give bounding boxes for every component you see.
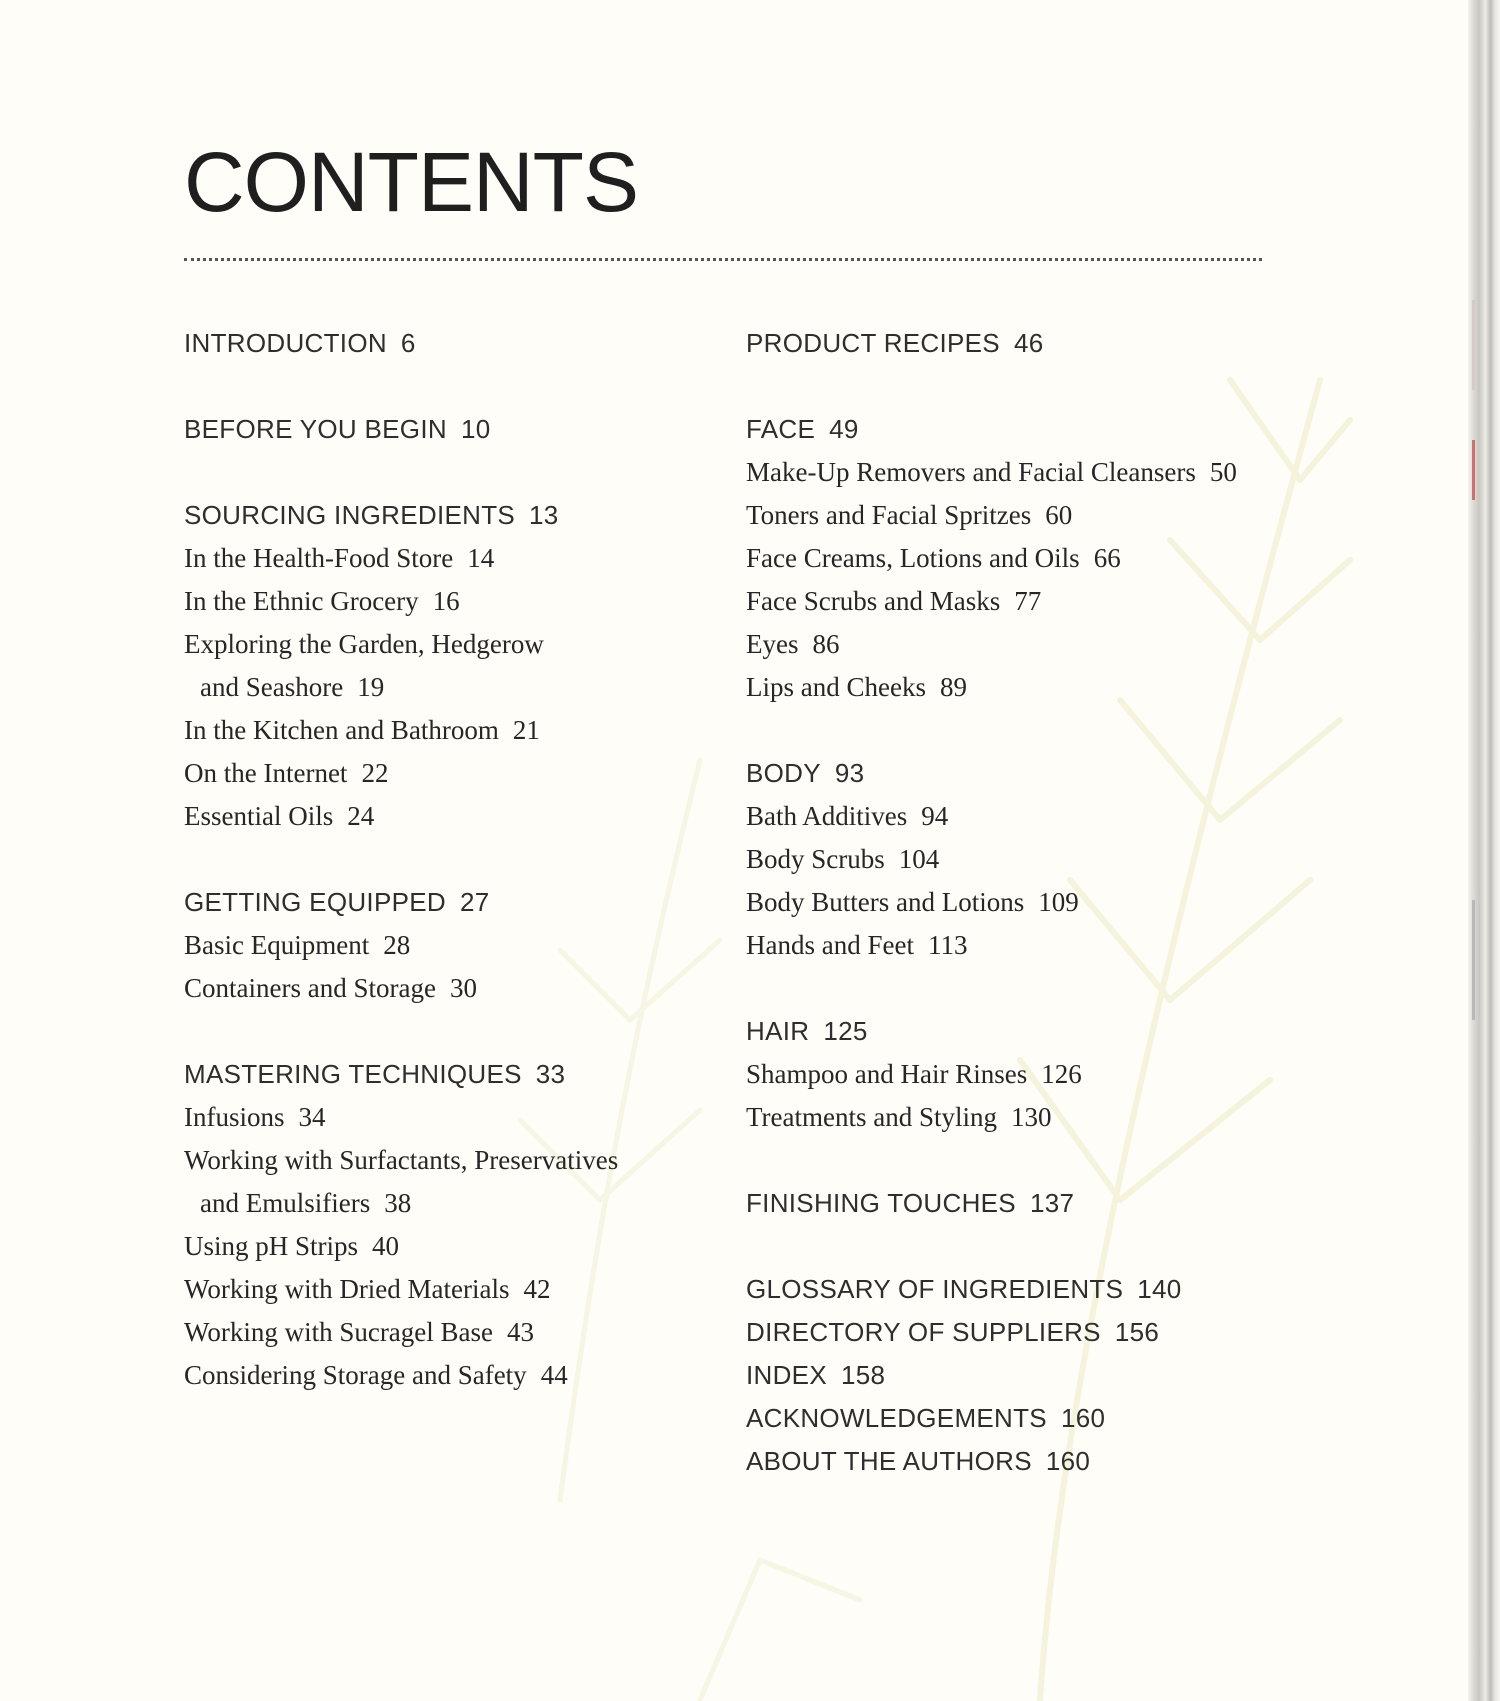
toc-heading: PRODUCT RECIPES 46: [746, 328, 1044, 358]
toc-entry: Lips and Cheeks 89: [746, 672, 967, 702]
toc-section: [746, 1010, 1306, 1139]
toc-heading: INTRODUCTION 6: [184, 328, 416, 358]
toc-entry: On the Internet 22: [184, 758, 389, 788]
toc-section: [184, 1053, 704, 1397]
toc-entry: Shampoo and Hair Rinses 126: [746, 1059, 1082, 1089]
toc-heading: GETTING EQUIPPED 27: [184, 887, 490, 917]
toc-back-matter: [746, 1268, 1306, 1483]
toc-entry: Hands and Feet 113: [746, 930, 968, 960]
toc-heading: HAIR 125: [746, 1016, 868, 1046]
toc-section: [746, 752, 1306, 967]
toc-section: [184, 408, 704, 451]
toc-entry: Body Scrubs 104: [746, 844, 940, 874]
toc-entry: In the Ethnic Grocery 16: [184, 586, 460, 616]
toc-section: [746, 322, 1306, 365]
toc-heading: GLOSSARY OF INGREDIENTS 140: [746, 1274, 1182, 1304]
toc-entry: Considering Storage and Safety 44: [184, 1360, 568, 1390]
toc-entry: Working with Sucragel Base 43: [184, 1317, 535, 1347]
toc-heading: SOURCING INGREDIENTS 13: [184, 500, 559, 530]
edge-mark: [1472, 440, 1475, 500]
toc-entry: Infusions 34: [184, 1102, 326, 1132]
toc-heading: INDEX 158: [746, 1360, 886, 1390]
toc-heading: DIRECTORY OF SUPPLIERS 156: [746, 1317, 1160, 1347]
toc-entry: Toners and Facial Spritzes 60: [746, 500, 1073, 530]
toc-entry: In the Health-Food Store 14: [184, 543, 495, 573]
toc-entry-continued: and Seashore 19: [200, 672, 385, 702]
toc-entry: Essential Oils 24: [184, 801, 375, 831]
toc-entry: Containers and Storage 30: [184, 973, 477, 1003]
toc-heading: ABOUT THE AUTHORS 160: [746, 1446, 1091, 1476]
dotted-rule: [184, 258, 1262, 261]
toc-entry: Using pH Strips 40: [184, 1231, 400, 1261]
page-edge: [1468, 0, 1500, 1701]
toc-section: [184, 881, 704, 1010]
contents-left-column: [184, 322, 704, 1440]
toc-heading: ACKNOWLEDGEMENTS 160: [746, 1403, 1106, 1433]
toc-section: [184, 494, 704, 838]
toc-entry: Exploring the Garden, Hedgerow: [184, 629, 544, 659]
toc-entry: In the Kitchen and Bathroom 21: [184, 715, 540, 745]
toc-entry: Face Creams, Lotions and Oils 66: [746, 543, 1121, 573]
edge-mark: [1472, 300, 1475, 390]
page-title: CONTENTS: [184, 135, 638, 229]
toc-heading: BEFORE YOU BEGIN 10: [184, 414, 491, 444]
toc-entry: Bath Additives 94: [746, 801, 949, 831]
toc-entry: Treatments and Styling 130: [746, 1102, 1052, 1132]
toc-entry-continued: and Emulsifiers 38: [200, 1188, 412, 1218]
toc-heading: BODY 93: [746, 758, 865, 788]
toc-heading: FACE 49: [746, 414, 859, 444]
contents-right-column: [746, 322, 1306, 1483]
toc-section: [746, 408, 1306, 709]
toc-entry: Basic Equipment 28: [184, 930, 411, 960]
toc-entry: Working with Dried Materials 42: [184, 1274, 551, 1304]
toc-heading: FINISHING TOUCHES 137: [746, 1188, 1075, 1218]
toc-entry: Make-Up Removers and Facial Cleansers 50: [746, 457, 1237, 487]
toc-entry: Working with Surfactants, Preservatives: [184, 1145, 619, 1175]
toc-entry: Face Scrubs and Masks 77: [746, 586, 1042, 616]
toc-entry: Eyes 86: [746, 629, 840, 659]
edge-mark: [1472, 900, 1475, 1020]
toc-entry: Body Butters and Lotions 109: [746, 887, 1079, 917]
toc-section: [184, 322, 704, 365]
toc-section: [746, 1182, 1306, 1225]
toc-heading: MASTERING TECHNIQUES 33: [184, 1059, 566, 1089]
